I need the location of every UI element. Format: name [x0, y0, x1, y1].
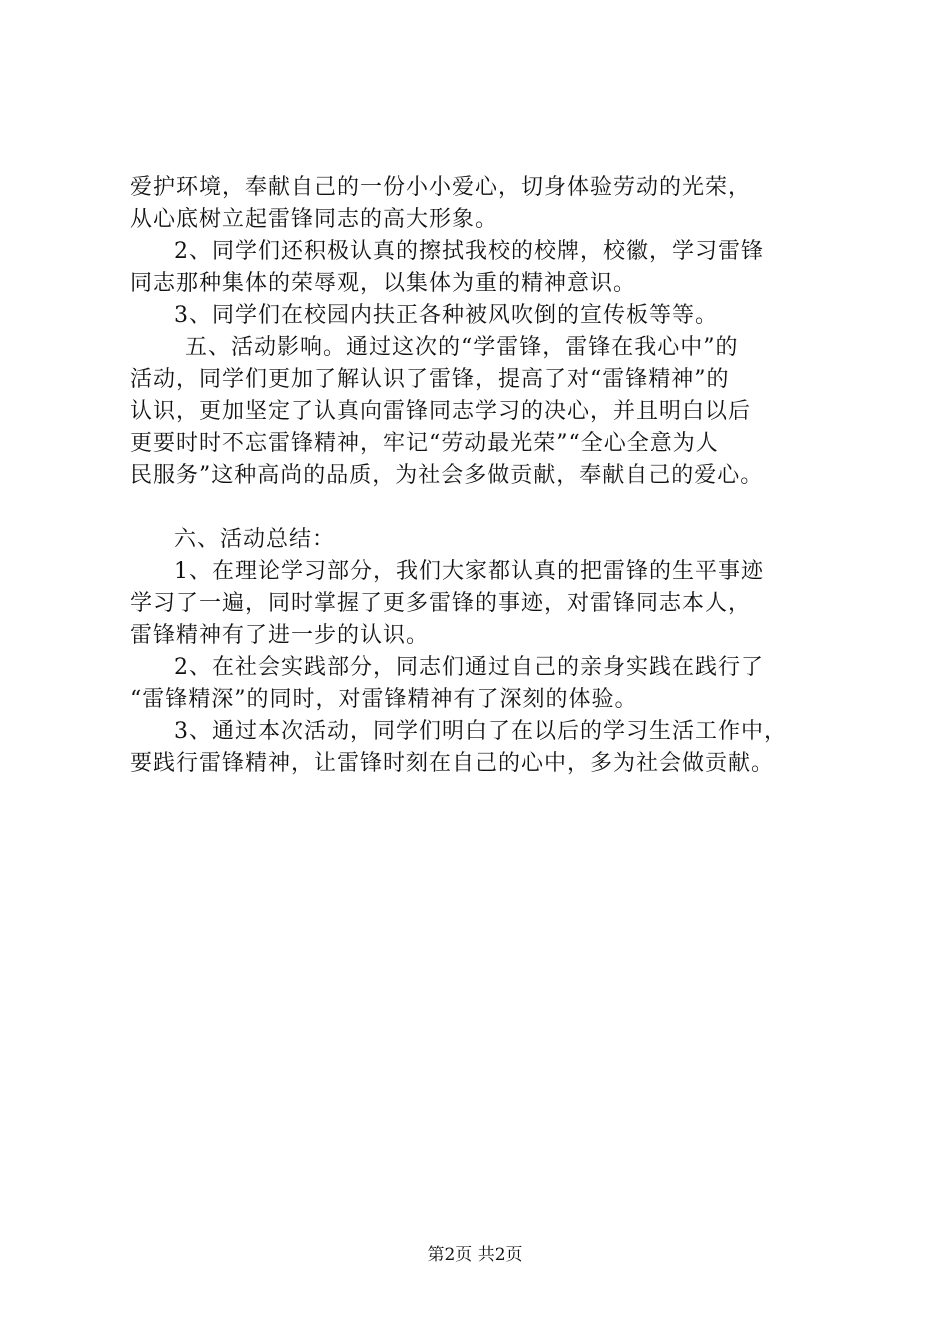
paragraph-line: 爱护环境，奉献自己的一份小小爱心，切身体验劳动的光荣， [130, 175, 752, 200]
paragraph-line: 雷锋精神有了进一步的认识。 [130, 623, 430, 648]
paragraph-line: 2、同学们还积极认真的擦拭我校的校牌，校徽，学习雷锋 [174, 239, 764, 264]
paragraph-line: 3、通过本次活动，同学们明白了在以后的学习生活工作中， [174, 719, 787, 744]
paragraph-gap [130, 492, 830, 524]
paragraph-line: “雷锋精深”的同时，对雷锋精神有了深刻的体验。 [130, 687, 638, 712]
paragraph-line: 活动，同学们更加了解认识了雷锋，提高了对“雷锋精神”的 [130, 367, 730, 392]
paragraph-line: 要践行雷锋精神，让雷锋时刻在自己的心中，多为社会做贡献。 [130, 751, 775, 776]
page-number-footer: 第2页 共2页 [427, 1245, 523, 1265]
paragraph-line: 学习了一遍，同时掌握了更多雷锋的事迹，对雷锋同志本人， [130, 591, 752, 616]
paragraph-line: 认识，更加坚定了认真向雷锋同志学习的决心，并且明白以后 [130, 399, 752, 424]
paragraph-line: 2、在社会实践部分，同志们通过自己的亲身实践在践行了 [174, 655, 764, 680]
paragraph-line: 1、在理论学习部分，我们大家都认真的把雷锋的生平事迹 [174, 559, 764, 584]
paragraph-line: 更要时时不忘雷锋精神，牢记“劳动最光荣”“全心全意为人 [130, 431, 719, 456]
paragraph-line: 民服务”这种高尚的品质，为社会多做贡献，奉献自己的爱心。 [130, 463, 764, 488]
paragraph-line: 同志那种集体的荣辱观，以集体为重的精神意识。 [130, 271, 637, 296]
paragraph-line: 五、活动影响。通过这次的“学雷锋，雷锋在我心中”的 [185, 335, 739, 360]
paragraph-line: 3、同学们在校园内扶正各种被风吹倒的宣传板等等。 [174, 303, 718, 328]
paragraph-line: 从心底树立起雷锋同志的高大形象。 [130, 207, 499, 232]
document-body [130, 172, 830, 780]
section-heading: 六、活动总结： [174, 527, 336, 552]
